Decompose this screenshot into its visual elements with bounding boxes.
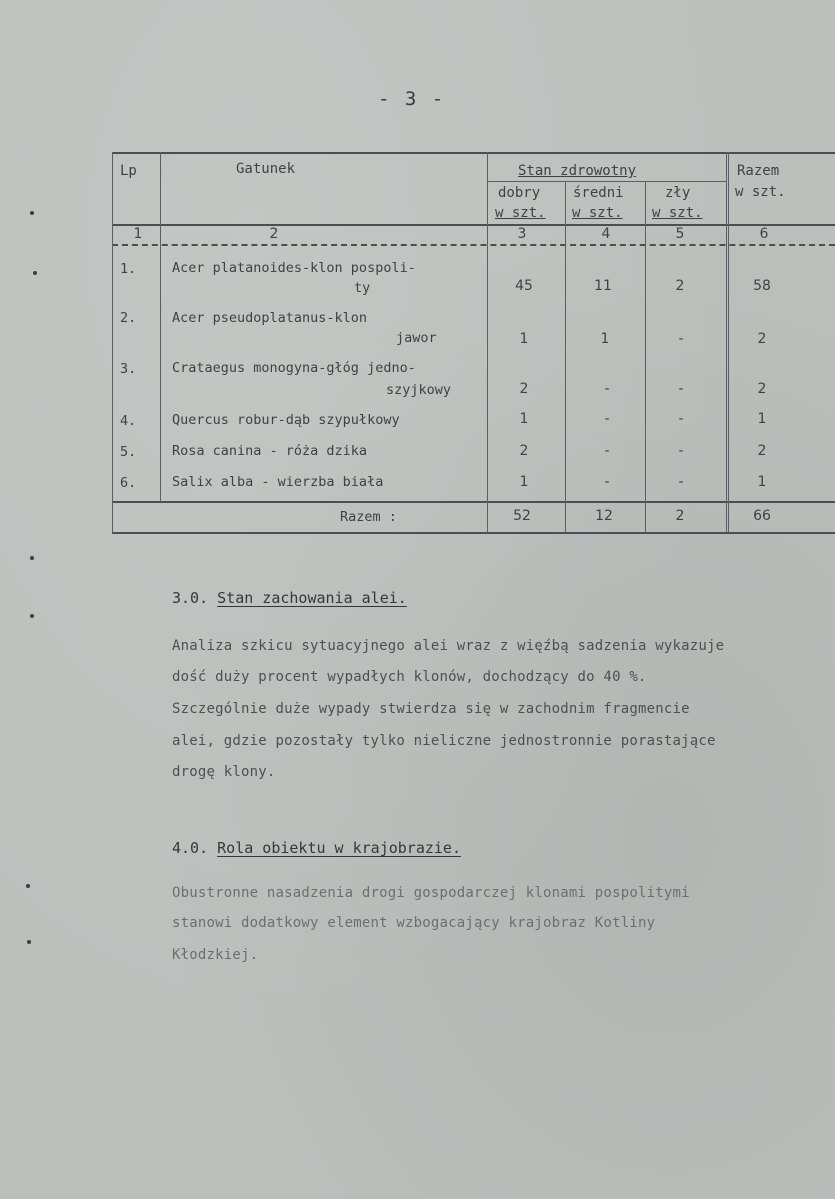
row-bad: - xyxy=(678,331,684,347)
section-heading xyxy=(172,589,407,607)
column-divider xyxy=(645,182,646,533)
column-divider xyxy=(487,152,488,533)
row-good: 1 xyxy=(519,474,529,490)
row-species: Rosa canina - róża dzika xyxy=(172,443,368,459)
row-lp: 1. xyxy=(120,261,137,277)
paragraph-line: alei, gdzie pozostały tylko nieliczne jednostronnie porastające xyxy=(172,733,716,749)
row-good: 2 xyxy=(519,381,529,397)
row-lp: 5. xyxy=(120,444,137,460)
margin-dot xyxy=(30,614,34,618)
row-species-cont: ty xyxy=(354,280,371,296)
header-bad: zły xyxy=(665,185,691,201)
paragraph-line: dość duży procent wypadłych klonów, dochodzący do 40 %. xyxy=(172,669,647,685)
row-species: Acer platanoides-klon pospoli- xyxy=(172,260,416,276)
row-species-cont: szyjkowy xyxy=(386,382,452,398)
column-number: 1 xyxy=(133,226,143,242)
row-medium: 11 xyxy=(594,278,612,294)
row-medium: 1 xyxy=(600,331,610,347)
row-species-cont: jawor xyxy=(396,330,437,346)
row-good: 2 xyxy=(519,443,529,459)
header-total: Razem xyxy=(737,163,780,179)
row-lp: 2. xyxy=(120,310,137,326)
summary-good: 52 xyxy=(513,508,531,524)
column-number: 3 xyxy=(517,226,527,242)
column-divider xyxy=(112,152,113,533)
row-good: 45 xyxy=(515,278,533,294)
column-number: 4 xyxy=(601,226,611,242)
row-species: Quercus robur-dąb szypułkowy xyxy=(172,412,400,428)
row-bad: - xyxy=(678,474,684,490)
row-lp: 4. xyxy=(120,413,137,429)
row-good: 1 xyxy=(519,331,529,347)
margin-dot xyxy=(26,884,30,888)
header-total-unit: w szt. xyxy=(735,184,786,200)
summary-medium: 12 xyxy=(595,508,613,524)
row-medium: - xyxy=(604,474,610,490)
row-total: 1 xyxy=(757,474,767,490)
header-medium-unit: w szt. xyxy=(572,205,623,221)
section-number: 4.0. xyxy=(172,839,209,857)
section-title: Rola obiektu w krajobrazie. xyxy=(217,839,461,857)
margin-dot xyxy=(30,556,34,560)
row-total: 58 xyxy=(753,278,771,294)
column-number: 6 xyxy=(759,226,769,242)
column-divider xyxy=(726,152,729,533)
header-bad-unit: w szt. xyxy=(652,205,703,221)
row-bad: - xyxy=(678,381,684,397)
summary-label: Razem : xyxy=(340,509,397,525)
section-heading xyxy=(172,839,461,857)
row-lp: 3. xyxy=(120,361,137,377)
margin-dot xyxy=(30,211,34,215)
section-number: 3.0. xyxy=(172,589,209,607)
row-total: 2 xyxy=(757,381,767,397)
header-good-unit: w szt. xyxy=(495,205,546,221)
summary-bad: 2 xyxy=(675,508,685,524)
section-title: Stan zachowania alei. xyxy=(217,589,407,607)
paragraph-line: Obustronne nasadzenia drogi gospodarczej klonami pospolitymi xyxy=(172,885,690,901)
paragraph-line: Analiza szkicu sytuacyjnego alei wraz z więźbą sadzenia wykazuje xyxy=(172,638,725,654)
row-medium: - xyxy=(604,411,610,427)
column-divider xyxy=(565,182,566,533)
row-total: 1 xyxy=(757,411,767,427)
page-number: - 3 - xyxy=(378,88,446,110)
row-total: 2 xyxy=(757,443,767,459)
header-lp: Lp xyxy=(120,163,137,179)
row-species: Salix alba - wierzba biała xyxy=(172,474,384,490)
header-group-divider xyxy=(487,181,727,182)
row-bad: - xyxy=(678,443,684,459)
paragraph-line: stanowi dodatkowy element wzbogacający krajobraz Kotliny xyxy=(172,915,656,931)
row-medium: - xyxy=(604,443,610,459)
margin-dot xyxy=(27,940,31,944)
row-species: Crataegus monogyna-głóg jedno- xyxy=(172,360,416,376)
summary-total: 66 xyxy=(753,508,771,524)
paragraph-line: Kłodzkiej. xyxy=(172,947,259,963)
header-health-status: Stan zdrowotny xyxy=(518,163,637,179)
row-medium: - xyxy=(604,381,610,397)
column-number: 5 xyxy=(675,226,685,242)
row-good: 1 xyxy=(519,411,529,427)
row-lp: 6. xyxy=(120,475,137,491)
row-species: Acer pseudoplatanus-klon xyxy=(172,310,368,326)
header-good: dobry xyxy=(498,185,541,201)
column-number: 2 xyxy=(269,226,279,242)
row-bad: 2 xyxy=(675,278,685,294)
column-divider xyxy=(160,152,161,502)
margin-dot xyxy=(33,271,37,275)
row-total: 2 xyxy=(757,331,767,347)
paragraph-line: drogę klony. xyxy=(172,764,276,780)
row-bad: - xyxy=(678,411,684,427)
paragraph-line: Szczególnie duże wypady stwierdza się w zachodnim fragmencie xyxy=(172,701,690,717)
header-species: Gatunek xyxy=(236,161,296,177)
header-medium: średni xyxy=(573,185,624,201)
